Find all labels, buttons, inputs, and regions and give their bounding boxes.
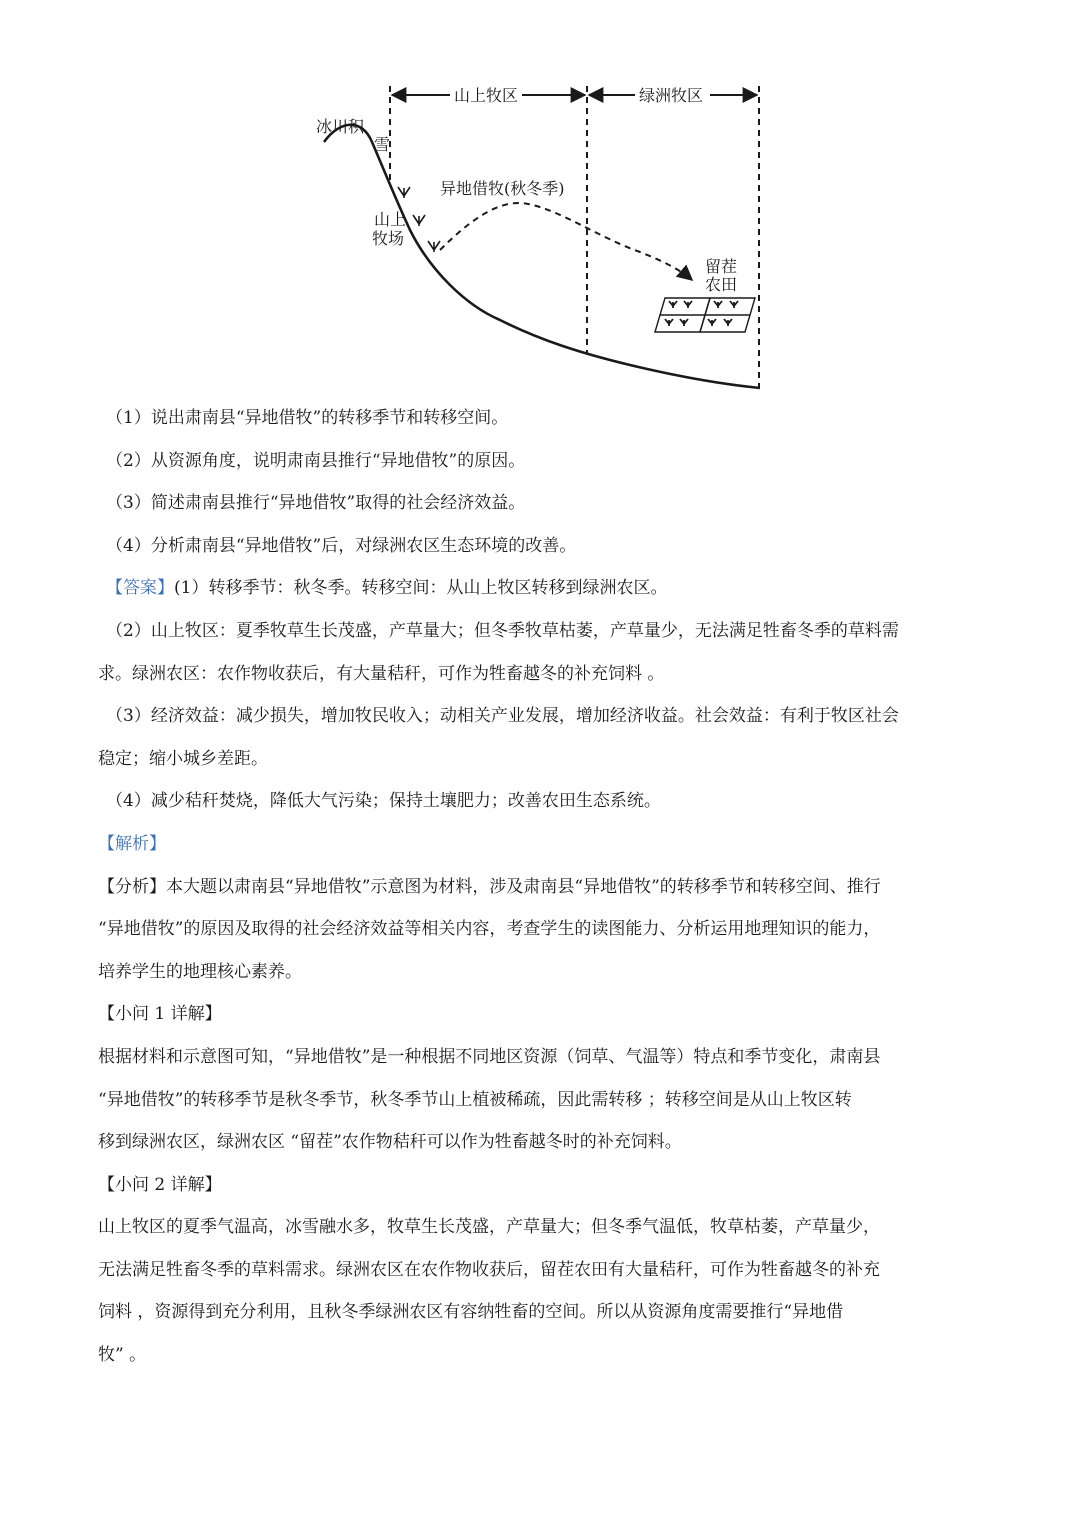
transfer-label: 异地借牧(秋冬季) — [440, 179, 565, 198]
question-1: （1）说出肃南县“异地借牧”的转移季节和转移空间。 — [106, 408, 509, 428]
mountain-pasture-label-2: 牧场 — [372, 229, 405, 248]
analysis-line-1: 【分析】本大题以肃南县“异地借牧”示意图为材料，涉及肃南县“异地借牧”的转移季节和转移空间、推行 — [98, 876, 881, 897]
q2-line-2: 无法满足牲畜冬季的草料需求。绿洲农区在农作物收获后，留茬农田有大量秸秆，可作为牲畜越冬的补充 — [98, 1259, 880, 1280]
document-body — [98, 397, 988, 1377]
field-icon — [655, 298, 755, 332]
q1-heading: 【小问 1 详解】 — [98, 1004, 222, 1025]
analysis-line-2: “异地借牧”的原因及取得的社会经济效益等相关内容，考查学生的读图能力、分析运用地理知识的能力， — [98, 919, 881, 940]
q2-line-3: 饲料 ，资源得到充分利用，且秋冬季绿洲农区有容纳牲畜的空间。所以从资源角度需要推行“异地借 — [98, 1302, 844, 1323]
analysis-tag — [98, 823, 988, 866]
answer-3-line-1: （3）经济效益：减少损失，增加牧民收入；动相关产业发展，增加经济收益。社会效益：有利于牧区社会 — [106, 706, 899, 727]
q2-heading: 【小问 2 详解】 — [98, 1174, 222, 1195]
q1-line-1: 根据材料和示意图可知，“异地借牧”是一种根据不同地区资源（饲草、气温等）特点和季节变化，肃南县 — [98, 1046, 881, 1067]
analysis-tag-text: 【解析】 — [98, 833, 166, 854]
grazing-diagram — [300, 70, 780, 400]
answer-4: （4）减少秸秆焚烧，降低大气污染；保持土壤肥力；改善农田生态系统。 — [106, 791, 661, 812]
mountain-pasture-label: 山上 — [374, 210, 407, 229]
q1-line-2: “异地借牧”的转移季节是秋冬季节，秋冬季节山上植被稀疏，因此需转移 ；转移空间是从山上牧区转 — [98, 1089, 852, 1110]
q2-line-1: 山上牧区的夏季气温高，冰雪融水多，牧草生长茂盛，产草量大；但冬季气温低，牧草枯萎，产草量少， — [98, 1217, 880, 1238]
stubble-field-label-2: 农田 — [705, 275, 738, 294]
answer-1: (1）转移季节：秋冬季。转移空间：从山上牧区转移到绿洲农区。 — [174, 578, 668, 599]
transfer-arrow — [440, 203, 692, 280]
q2-line-4: 牧” 。 — [98, 1345, 147, 1366]
oasis-zone-label: 绿洲牧区 — [639, 86, 704, 105]
q1-line-3: 移到绿洲农区，绿洲农区 “留茬”农作物秸秆可以作为牲畜越冬时的补充饲料。 — [98, 1132, 682, 1153]
glacier-label-2: 雪 — [374, 135, 391, 154]
glacier-label: 冰川积 — [316, 117, 365, 136]
analysis-line-3: 培养学生的地理核心素养。 — [98, 961, 302, 982]
answer-line-1 — [98, 567, 988, 610]
question-3: （3）简述肃南县推行“异地借牧”取得的社会经济效益。 — [106, 493, 526, 514]
mountain-zone-label: 山上牧区 — [454, 86, 519, 105]
stubble-field-label: 留茬 — [705, 257, 738, 276]
answer-tag: 【答案】 — [106, 578, 174, 599]
diagram-svg — [300, 70, 780, 400]
answer-3-line-2: 稳定；缩小城乡差距。 — [98, 748, 268, 769]
question-2: （2）从资源角度，说明肃南县推行“异地借牧”的原因。 — [106, 450, 526, 471]
question-4: （4）分析肃南县“异地借牧”后，对绿洲农区生态环境的改善。 — [106, 535, 577, 556]
answer-2-line-2: 求。绿洲农区：农作物收获后，有大量秸秆，可作为牲畜越冬的补充饲料 。 — [98, 663, 665, 684]
answer-2-line-1: （2）山上牧区：夏季牧草生长茂盛，产草量大；但冬季牧草枯萎，产草量少，无法满足牲畜冬季的草料需 — [106, 620, 899, 641]
